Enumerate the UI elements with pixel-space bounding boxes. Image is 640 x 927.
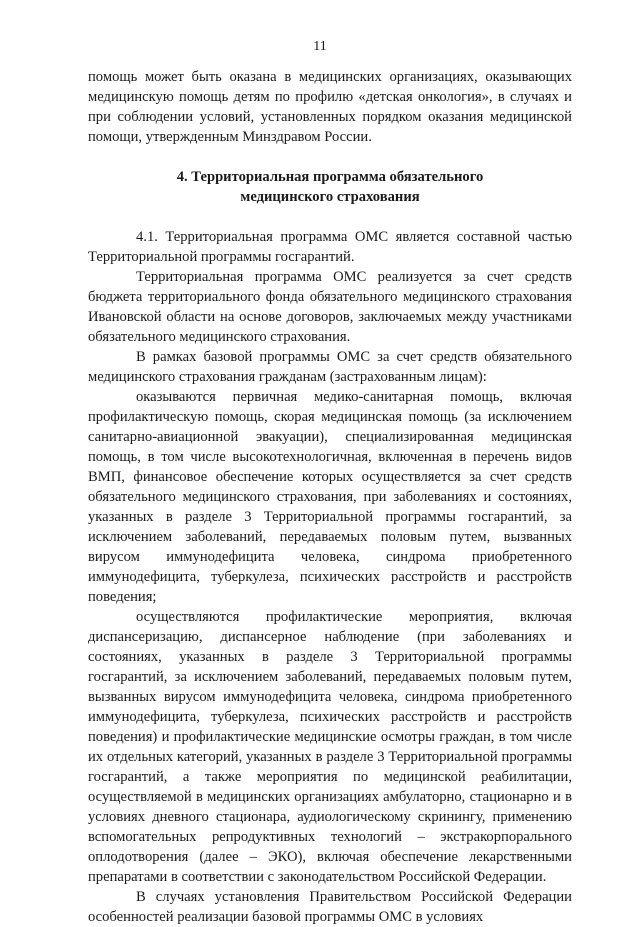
paragraph-preventive-measures: осуществляются профилактические мероприятия, включая диспансеризацию, диспансерное наблюдение (при заболеваниях и состояниях, указанных в разделе 3 Территориальной программы госгарантий, за исключением заболеваний, передаваемых половым путем, вызванных вирусом иммунодефицита человека, синдрома приобретенного иммунодефицита, туберкулеза, психических расстройств и расстройств поведения) и профилактические медицинские осмотры граждан, в том числе их отдельных категорий, указанных в разделе 3 Территориальной программы госгарантий, а также мероприятия по медицинской реабилитации, осуществляемой в медицинских организациях амбулаторно, стационарно и в условиях дневного стационара, аудиологическому скринингу, применению вспомогательных репродуктивных технологий – экстракорпорального оплодотворения (далее – ЭКО), включая обеспечение лекарственными препаратами в соответствии с законодательством Российской Федерации. <box>88 609 572 885</box>
paragraph-4-1: 4.1. Территориальная программа ОМС является составной частью Территориальной программы госгарантий. <box>88 229 572 265</box>
paragraph-special-cases: В случаях установления Правительством Российской Федерации особенностей реализации базовой программы ОМС в условиях <box>88 889 572 925</box>
section-heading-line-2: медицинского страхования <box>240 189 420 205</box>
paragraph-funding: Территориальная программа ОМС реализуется за счет средств бюджета территориального фонда обязательного медицинского страхования Ивановской области на основе договоров, заключаемых между участниками обязательного медицинского страхования. <box>88 269 572 345</box>
page-content <box>88 67 572 927</box>
section-heading <box>88 167 572 207</box>
page-number: 11 <box>313 39 327 54</box>
intro-paragraph: помощь может быть оказана в медицинских организациях, оказывающих медицинскую помощь детям по профилю «детская онкология», в случаях и при соблюдении условий, установленных порядком оказания медицинской помощи, утвержденным Минздравом России. <box>88 69 572 145</box>
paragraph-care-provided: оказываются первичная медико-санитарная помощь, включая профилактическую помощь, скорая медицинская помощь (за исключением санитарно-авиационной эвакуации), специализированная медицинская помощь, в том числе высокотехнологичная, включенная в перечень видов ВМП, финансовое обеспечение которых осуществляется за счет средств обязательного медицинского страхования, при заболеваниях и состояниях, указанных в разделе 3 Территориальной программы госгарантий, за исключением заболеваний, передаваемых половым путем, вызванных вирусом иммунодефицита человека, синдрома приобретенного иммунодефицита, туберкулеза, психических расстройств и расстройств поведения; <box>88 389 572 605</box>
paragraph-basic-program: В рамках базовой программы ОМС за счет средств обязательного медицинского страхования гражданам (застрахованным лицам): <box>88 349 572 385</box>
section-heading-line-1: 4. Территориальная программа обязательного <box>176 169 484 185</box>
